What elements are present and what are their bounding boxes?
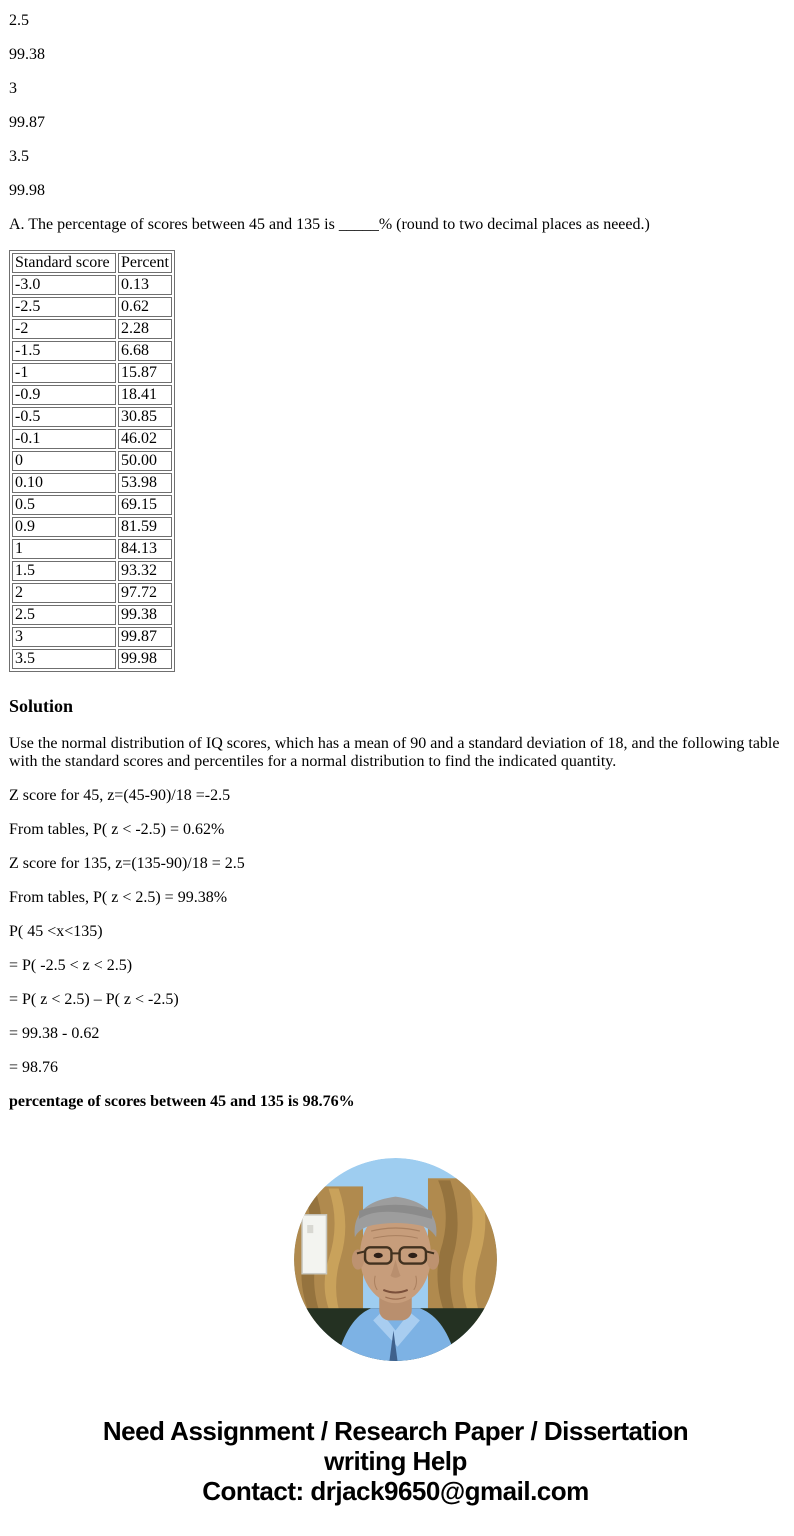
answer-value: 3 (9, 80, 17, 97)
table-row (12, 605, 172, 625)
cell-percent: 81.59 (118, 517, 172, 537)
cell-percent: 99.38 (118, 605, 172, 625)
table-row (12, 495, 172, 515)
cell-percent: 6.68 (118, 341, 172, 361)
cell-standard-score: 2 (12, 583, 116, 603)
cell-standard-score: 2.5 (12, 605, 116, 625)
table-header-row (12, 253, 172, 273)
cell-percent: 0.62 (118, 297, 172, 317)
footer-help-text (9, 1416, 782, 1536)
table-row (12, 583, 172, 603)
cell-standard-score: 1.5 (12, 561, 116, 581)
cell-standard-score: -1 (12, 363, 116, 383)
column-header-percent: Percent (118, 253, 172, 273)
footer-line: Contact: drjack9650@gmail.com (202, 1476, 589, 1506)
cell-standard-score: 3.5 (12, 649, 116, 669)
table-row (12, 297, 172, 317)
solution-heading: Solution (9, 696, 74, 716)
table-row (12, 429, 172, 449)
table-row (12, 385, 172, 405)
cell-percent: 15.87 (118, 363, 172, 383)
zscore-table (9, 250, 175, 672)
solution-step: = 99.38 - 0.62 (9, 1025, 100, 1042)
cell-standard-score: 1 (12, 539, 116, 559)
cell-percent: 53.98 (118, 473, 172, 493)
cell-standard-score: -2.5 (12, 297, 116, 317)
cell-percent: 99.98 (118, 649, 172, 669)
person-photo (294, 1158, 497, 1361)
cell-percent: 0.13 (118, 275, 172, 295)
cell-percent: 50.00 (118, 451, 172, 471)
table-row (12, 649, 172, 669)
table-row (12, 517, 172, 537)
table-row (12, 451, 172, 471)
footer-line: writing Help (324, 1446, 467, 1476)
table-row (12, 473, 172, 493)
cell-standard-score: 0 (12, 451, 116, 471)
table-row (12, 627, 172, 647)
table-row (12, 275, 172, 295)
table-row (12, 363, 172, 383)
solution-step: = P( z < 2.5) – P( z < -2.5) (9, 991, 179, 1008)
cell-standard-score: -1.5 (12, 341, 116, 361)
cell-percent: 99.87 (118, 627, 172, 647)
cell-standard-score: -0.9 (12, 385, 116, 405)
cell-standard-score: -0.1 (12, 429, 116, 449)
cell-percent: 46.02 (118, 429, 172, 449)
cell-percent: 97.72 (118, 583, 172, 603)
solution-conclusion: percentage of scores between 45 and 135 is 98.76% (9, 1093, 355, 1110)
answer-value: 3.5 (9, 148, 29, 165)
cell-percent: 2.28 (118, 319, 172, 339)
solution-step: From tables, P( z < -2.5) = 0.62% (9, 821, 225, 838)
solution-step: Use the normal distribution of IQ scores, which has a mean of 90 and a standard deviation of 18, and the following table with the standard scores and percentiles for a normal distribution to find the indicated quantity. (9, 735, 780, 770)
answer-value: 2.5 (9, 12, 29, 29)
cell-standard-score: 0.9 (12, 517, 116, 537)
table-body (12, 275, 172, 669)
person-photo-illustration (294, 1158, 497, 1361)
cell-percent: 93.32 (118, 561, 172, 581)
cell-percent: 84.13 (118, 539, 172, 559)
solution-steps (9, 735, 782, 1077)
cell-standard-score: -2 (12, 319, 116, 339)
solution-step: Z score for 135, z=(135-90)/18 = 2.5 (9, 855, 245, 872)
solution-step: P( 45 <x<135) (9, 923, 103, 940)
column-header-standard-score: Standard score (12, 253, 116, 273)
answer-value: 99.87 (9, 114, 45, 131)
cell-standard-score: 0.5 (12, 495, 116, 515)
cell-standard-score: 0.10 (12, 473, 116, 493)
table-row (12, 561, 172, 581)
photo-section (9, 1158, 782, 1366)
solution-step: Z score for 45, z=(45-90)/18 =-2.5 (9, 787, 231, 804)
question-text: A. The percentage of scores between 45 and 135 is _____% (round to two decimal places as neeed.) (9, 216, 650, 233)
answer-values-list (9, 12, 782, 200)
answer-value: 99.98 (9, 182, 45, 199)
solution-step: = 98.76 (9, 1059, 59, 1076)
footer-line: Need Assignment / Research Paper / Dissertation (102, 1416, 689, 1446)
table-row (12, 539, 172, 559)
cell-percent: 18.41 (118, 385, 172, 405)
table-row (12, 341, 172, 361)
cell-percent: 30.85 (118, 407, 172, 427)
table-row (12, 319, 172, 339)
cell-standard-score: -0.5 (12, 407, 116, 427)
solution-step: = P( -2.5 < z < 2.5) (9, 957, 133, 974)
cell-percent: 69.15 (118, 495, 172, 515)
cell-standard-score: -3.0 (12, 275, 116, 295)
table-row (12, 407, 172, 427)
solution-step: From tables, P( z < 2.5) = 99.38% (9, 889, 228, 906)
cell-standard-score: 3 (12, 627, 116, 647)
answer-value: 99.38 (9, 46, 45, 63)
